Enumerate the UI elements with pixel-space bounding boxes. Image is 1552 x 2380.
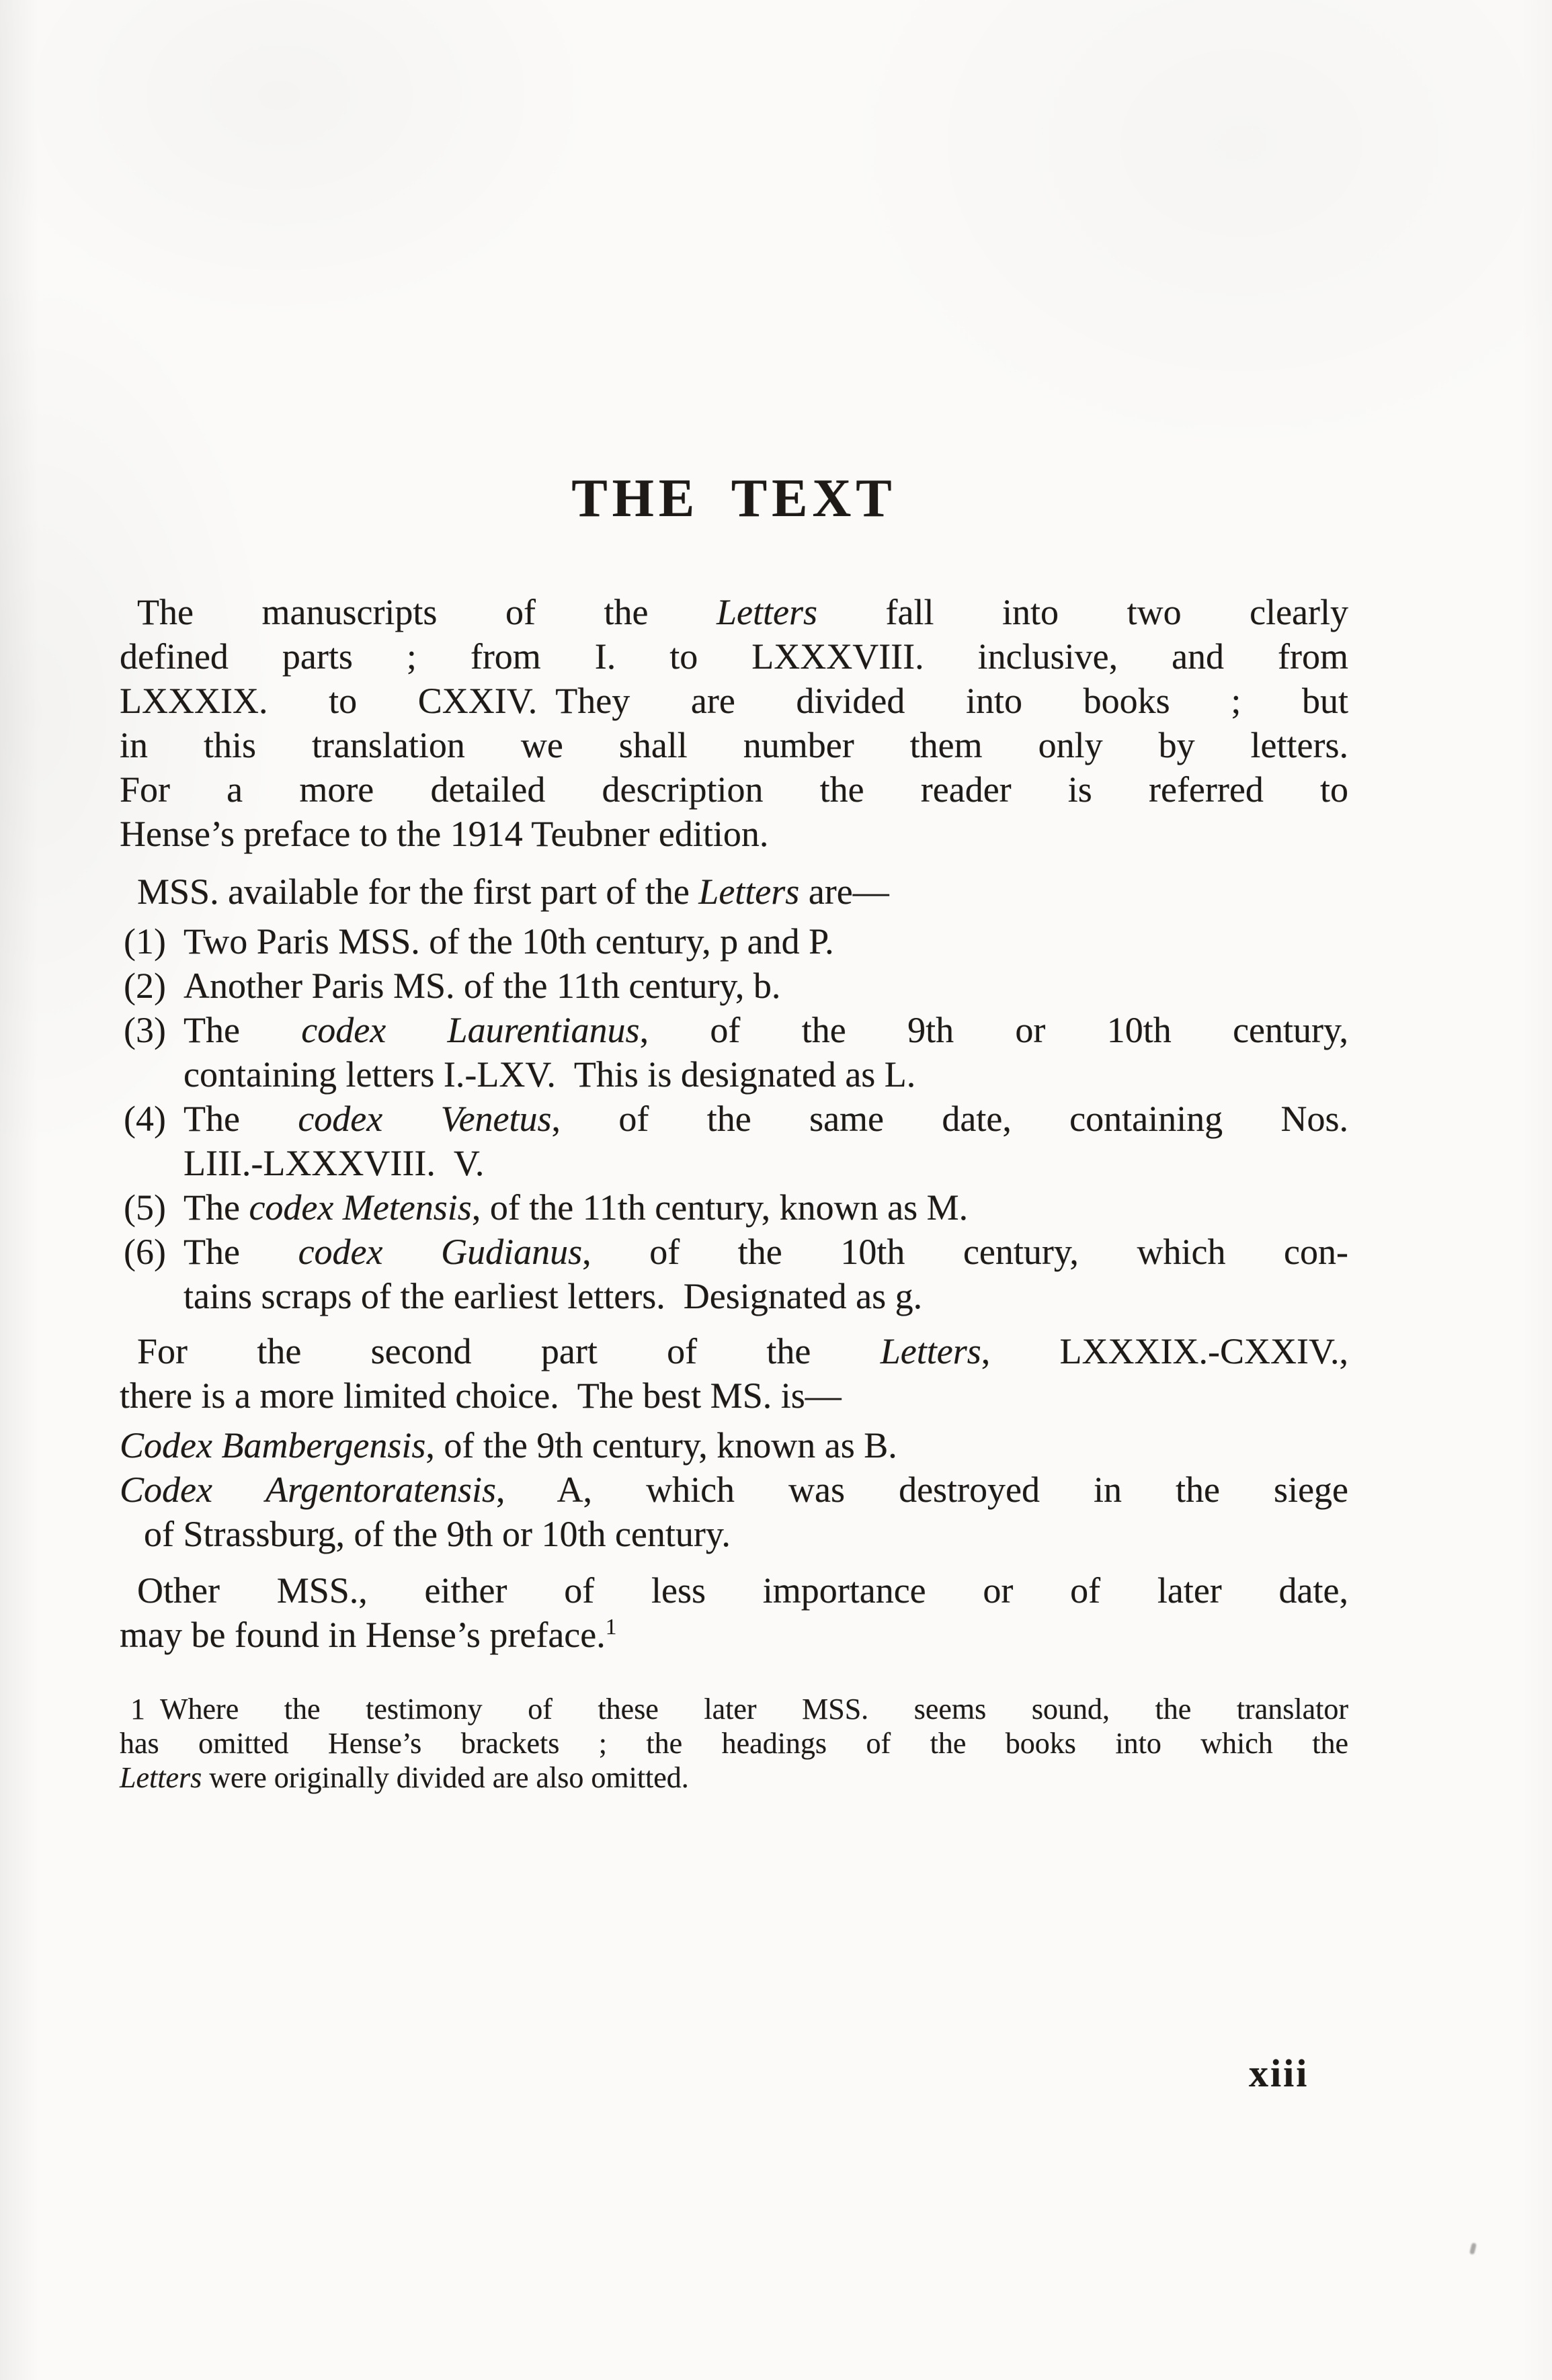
text-line: The codex Gudianus, of the 10th century, which con- bbox=[183, 1232, 1349, 1272]
list-item bbox=[120, 1185, 1348, 1230]
text-line: in this translation we shall number them only by letters. bbox=[120, 725, 1348, 765]
other-mss-paragraph bbox=[120, 1568, 1348, 1657]
text-line: The codex Metensis, of the 11th century, known as M. bbox=[183, 1187, 969, 1228]
text-line: defined parts ; from I. to LXXXVIII. inclusive, and from bbox=[120, 636, 1348, 677]
codex-entry bbox=[120, 1423, 1348, 1468]
list-item-marker: (5) bbox=[124, 1187, 166, 1228]
text-line: For a more detailed description the reader is referred to bbox=[120, 769, 1348, 810]
text-line: there is a more limited choice. The best MS. is— bbox=[120, 1375, 842, 1416]
list-item-marker: (2) bbox=[124, 966, 166, 1006]
footnote-line: Letters were originally divided are also omitted. bbox=[120, 1761, 689, 1794]
footnote-line: 1 Where the testimony of these later MSS. seems sound, the translator bbox=[130, 1693, 1348, 1726]
list-item bbox=[120, 1230, 1348, 1318]
text-line: The codex Venetus, of the same date, containing Nos. bbox=[183, 1099, 1348, 1139]
scan-speck-artifact bbox=[1469, 2242, 1477, 2254]
text-line: MSS. available for the first part of the Letters are— bbox=[137, 872, 889, 912]
text-line: of Strassburg, of the 9th or 10th century. bbox=[144, 1514, 731, 1554]
mss-available-paragraph bbox=[120, 869, 1348, 914]
text-block bbox=[120, 0, 1348, 1795]
text-line: containing letters I.-LXV. This is designated as L. bbox=[183, 1054, 916, 1095]
intro-paragraph bbox=[120, 590, 1348, 856]
codex-entry bbox=[120, 1468, 1348, 1556]
second-part-paragraph bbox=[120, 1329, 1348, 1418]
text-line: Two Paris MSS. of the 10th century, p and P. bbox=[183, 921, 834, 962]
text-line: tains scraps of the earliest letters. Designated as g. bbox=[183, 1276, 923, 1316]
list-item bbox=[120, 964, 1348, 1008]
list-item bbox=[120, 1097, 1348, 1185]
text-line: For the second part of the Letters, LXXXIX.-CXXIV., bbox=[137, 1331, 1349, 1371]
list-item-marker: (6) bbox=[124, 1232, 166, 1272]
text-line: The manuscripts of the Letters fall into two clearly bbox=[137, 592, 1348, 632]
text-line: LXXXIX. to CXXIV. They are divided into books ; but bbox=[120, 681, 1348, 721]
list-item bbox=[120, 1008, 1348, 1097]
list-item-marker: (3) bbox=[124, 1010, 166, 1050]
page-title: THE TEXT bbox=[571, 469, 897, 528]
text-line: LIII.-LXXXVIII. V. bbox=[183, 1143, 485, 1183]
text-line: Hense’s preface to the 1914 Teubner edition. bbox=[120, 814, 769, 854]
codex-entries bbox=[120, 1423, 1348, 1556]
text-line: Codex Argentoratensis, A, which was destroyed in the siege bbox=[120, 1470, 1349, 1510]
list-item-marker: (4) bbox=[124, 1099, 166, 1139]
list-item-marker: (1) bbox=[124, 921, 166, 962]
text-line: The codex Laurentianus, of the 9th or 10th century, bbox=[183, 1010, 1348, 1050]
text-line: Another Paris MS. of the 11th century, b. bbox=[183, 966, 781, 1006]
page-number: xiii bbox=[1249, 2051, 1309, 2095]
list-item bbox=[120, 919, 1348, 964]
text-line: Codex Bambergensis, of the 9th century, known as B. bbox=[120, 1425, 897, 1465]
footnote bbox=[120, 1692, 1348, 1795]
footnote-line: has omitted Hense’s brackets ; the headings of the books into which the bbox=[120, 1727, 1348, 1760]
text-line: may be found in Hense’s preface.$^1$ bbox=[120, 1615, 617, 1655]
manuscript-list bbox=[120, 919, 1348, 1318]
text-line: Other MSS., either of less importance or of later date, bbox=[137, 1570, 1348, 1611]
